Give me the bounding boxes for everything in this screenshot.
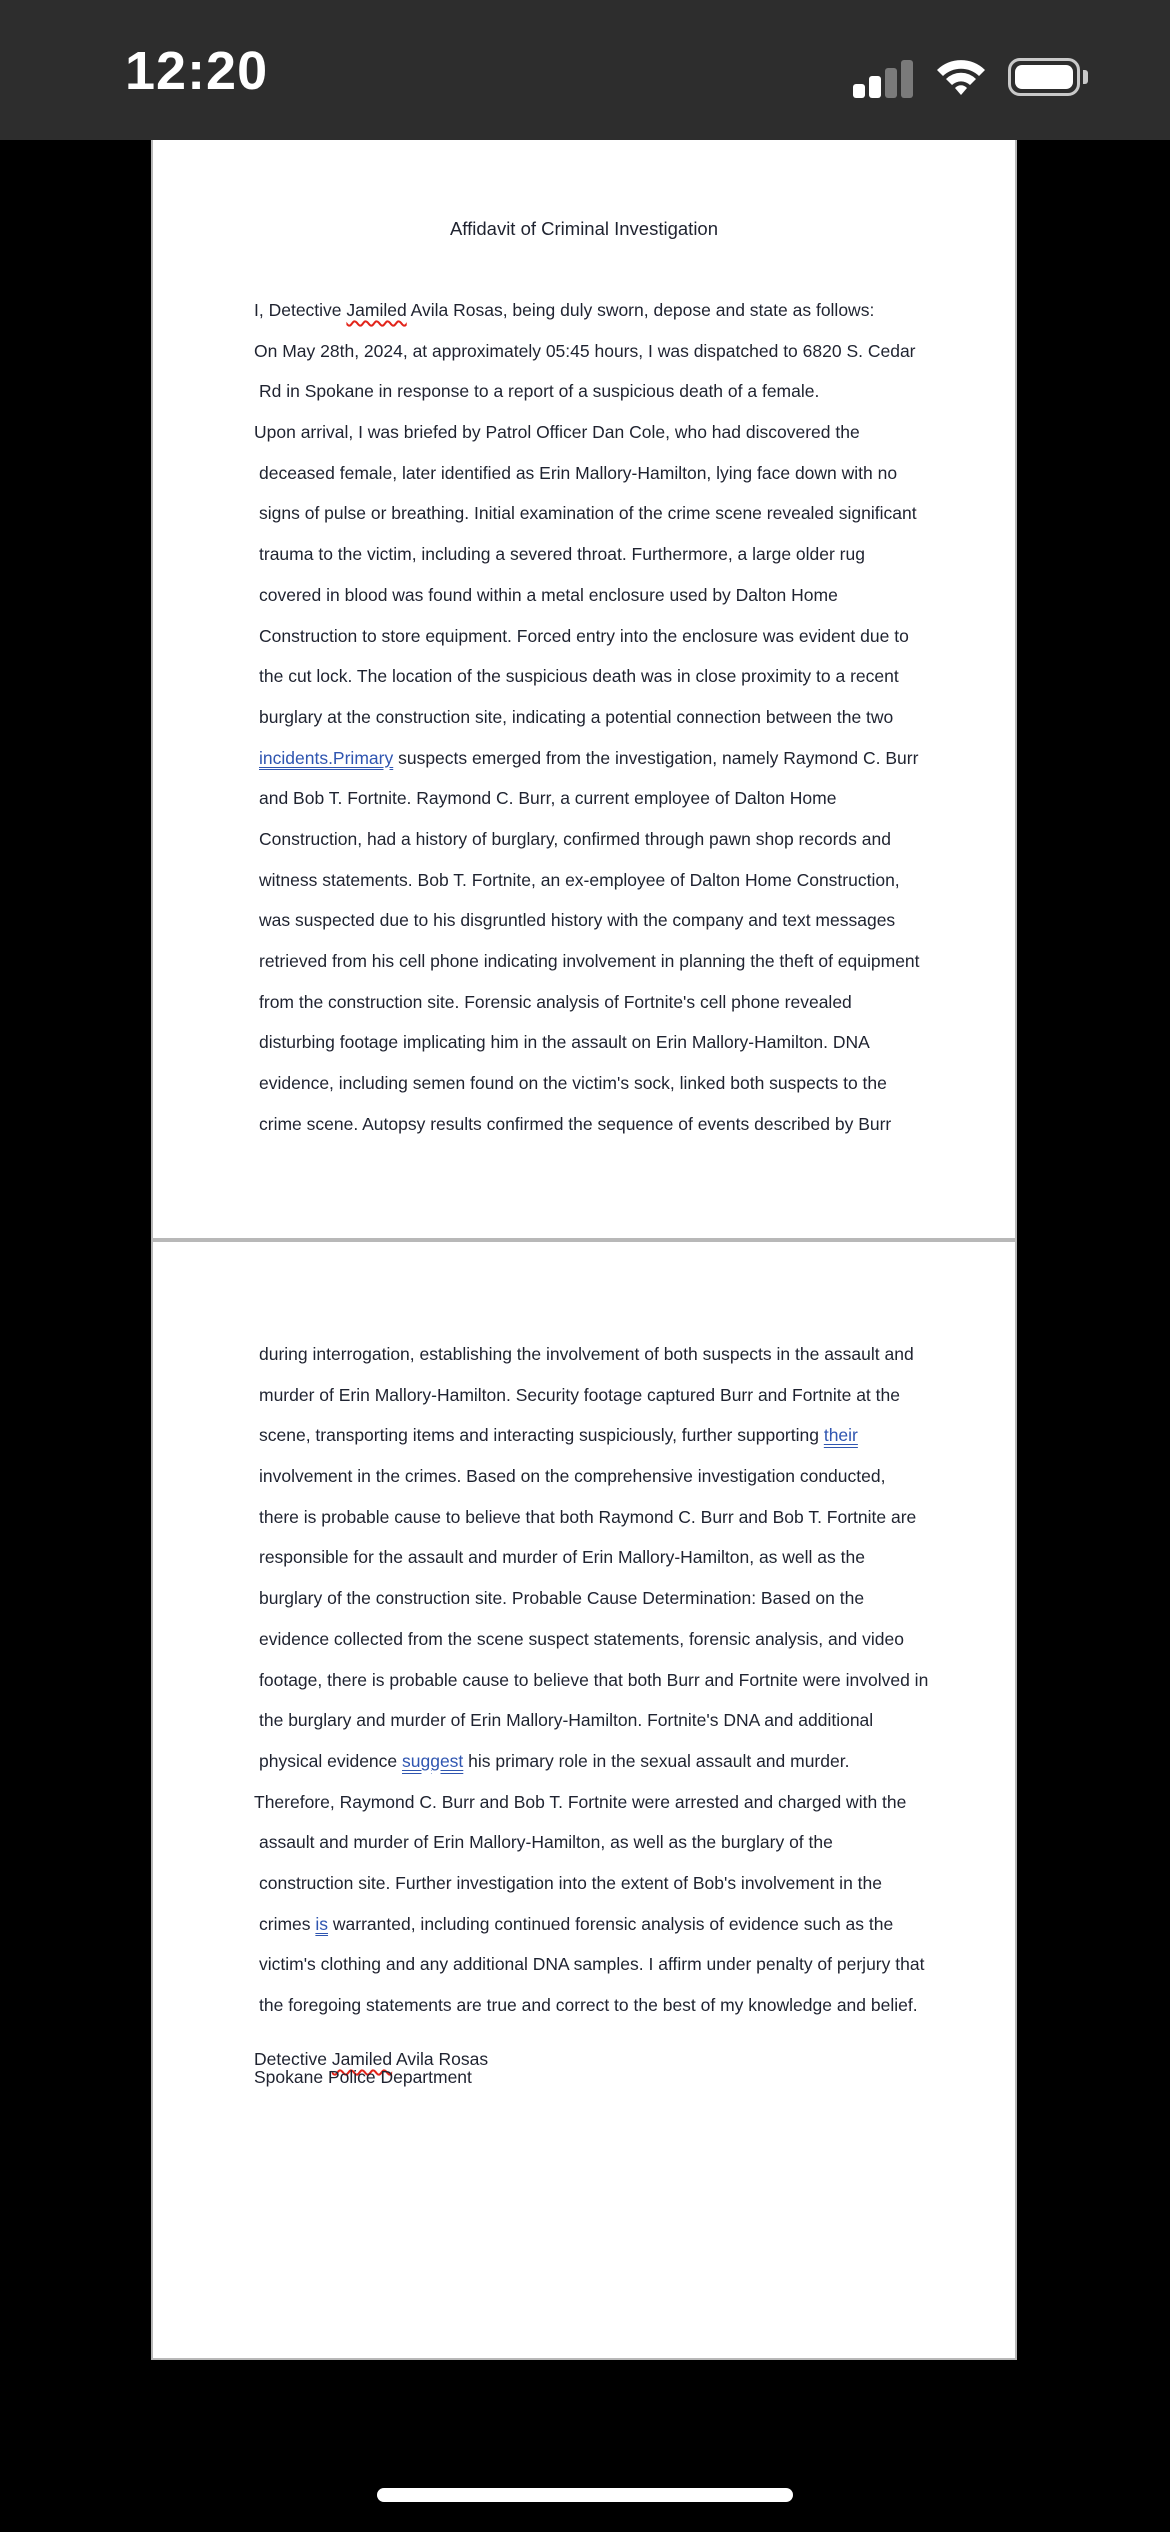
text-line: evidence collected from the scene suspect statements, forensic analysis, and video — [259, 1628, 904, 1649]
text-line: retrieved from his cell phone indicating involvement in planning the theft of equipment — [259, 951, 920, 971]
text-line: witness statements. Bob T. Fortnite, an ex-employee of Dalton Home Construction, — [259, 869, 900, 890]
text-line: construction site. Further investigation into the extent of Bob's involvement in the — [259, 1872, 882, 1893]
battery-nub — [1083, 70, 1088, 84]
text-line: Upon arrival, I was briefed by Patrol Officer Dan Cole, who had discovered the — [254, 422, 860, 443]
text-line: Construction, had a history of burglary, confirmed through pawn shop records and — [259, 828, 891, 849]
text-line: signs of pulse or breathing. Initial examination of the crime scene revealed significant — [259, 503, 917, 524]
text-line: Therefore, Raymond C. Burr and Bob T. Fortnite were arrested and charged with the — [254, 1791, 907, 1812]
text-line: murder of Erin Mallory-Hamilton. Security footage captured Burr and Fortnite at the — [259, 1384, 900, 1405]
text-line: crimes is warranted, including continued forensic analysis of evidence such as the — [259, 1913, 894, 1934]
text-line: covered in blood was found within a metal enclosure used by Dalton Home — [259, 584, 838, 605]
text-line: involvement in the crimes. Based on the comprehensive investigation conducted, — [259, 1466, 886, 1487]
text-line: Construction to store equipment. Forced entry into the enclosure was evident due to — [259, 625, 909, 646]
text-line: footage, there is probable cause to believe that both Burr and Fortnite were involved in — [259, 1669, 929, 1690]
text-line: crime scene. Autopsy results confirmed the sequence of events described by Burr — [259, 1113, 892, 1134]
text-line: burglary of the construction site. Probable Cause Determination: Based on the — [259, 1588, 865, 1609]
text-line: incidents.Primary suspects emerged from the investigation, namely Raymond C. Burr — [259, 747, 919, 768]
document-page-1[interactable] — [151, 140, 1017, 1240]
intro-line: I, Detective Jamiled Avila Rosas, being duly sworn, depose and state as follows: — [254, 300, 875, 320]
text-line: the cut lock. The location of the suspicious death was in close proximity to a recent — [259, 666, 899, 687]
page2-body — [254, 1334, 928, 2026]
text-line: disturbing footage implicating him in the assault on Erin Mallory-Hamilton. DNA — [259, 1032, 870, 1053]
text-line: burglary at the construction site, indicating a potential connection between the two — [259, 706, 894, 727]
text-line: trauma to the victim, including a severed throat. Furthermore, a large older rug — [259, 544, 865, 565]
text-line: during interrogation, establishing the involvement of both suspects in the assault and — [259, 1344, 914, 1364]
text-line: evidence, including semen found on the victim's sock, linked both suspects to the — [259, 1073, 887, 1094]
home-indicator[interactable] — [377, 2488, 793, 2502]
grammar-flag[interactable]: is — [315, 1913, 329, 1934]
grammar-flag[interactable]: their — [823, 1425, 858, 1446]
text-line: was suspected due to his disgruntled history with the company and text messages — [259, 910, 896, 931]
text-line: the burglary and murder of Erin Mallory-Hamilton. Fortnite's DNA and additional — [259, 1710, 874, 1731]
signature-department: Spokane Police Department — [254, 2067, 472, 2087]
text-line: physical evidence suggest his primary role in the sexual assault and murder. — [259, 1750, 850, 1771]
spelling-flag[interactable]: Jamiled — [331, 2049, 393, 2069]
text-line: scene, transporting items and interacting suspiciously, further supporting their — [259, 1425, 858, 1446]
status-bar — [0, 0, 1170, 140]
document-title: Affidavit of Criminal Investigation — [449, 218, 719, 239]
text-line: deceased female, later identified as Erin Mallory-Hamilton, lying face down with no — [259, 462, 898, 483]
wifi-icon — [935, 56, 987, 98]
text-line: Rd in Spokane in response to a report of a suspicious death of a female. — [259, 381, 820, 402]
document-page-2[interactable] — [151, 1240, 1017, 2360]
signature-name: Detective Jamiled Avila Rosas — [254, 2049, 489, 2069]
signature-block — [254, 2050, 488, 2086]
battery-icon — [1008, 58, 1080, 96]
text-line: from the construction site. Forensic analysis of Fortnite's cell phone revealed — [259, 991, 852, 1012]
text-line: victim's clothing and any additional DNA samples. I affirm under penalty of perjury that — [259, 1954, 925, 1975]
text-line: responsible for the assault and murder of Erin Mallory-Hamilton, as well as the — [259, 1547, 865, 1568]
grammar-flag[interactable]: suggest — [402, 1750, 464, 1771]
spelling-flag[interactable]: Jamiled — [346, 300, 407, 320]
text-line: On May 28th, 2024, at approximately 05:45 hours, I was dispatched to 6820 S. Cedar — [254, 340, 916, 361]
text-line: assault and murder of Erin Mallory-Hamilton, as well as the burglary of the — [259, 1832, 833, 1853]
text-line: the foregoing statements are true and correct to the best of my knowledge and belief. — [259, 1995, 918, 2015]
page1-body — [254, 290, 920, 1144]
text-line: there is probable cause to believe that both Raymond C. Burr and Bob T. Fortnite are — [259, 1506, 917, 1527]
status-time: 12:20 — [125, 41, 269, 101]
cellular-signal-icon — [853, 60, 915, 98]
text-line: and Bob T. Fortnite. Raymond C. Burr, a current employee of Dalton Home — [259, 788, 837, 809]
grammar-flag[interactable]: incidents.Primary — [259, 747, 394, 768]
